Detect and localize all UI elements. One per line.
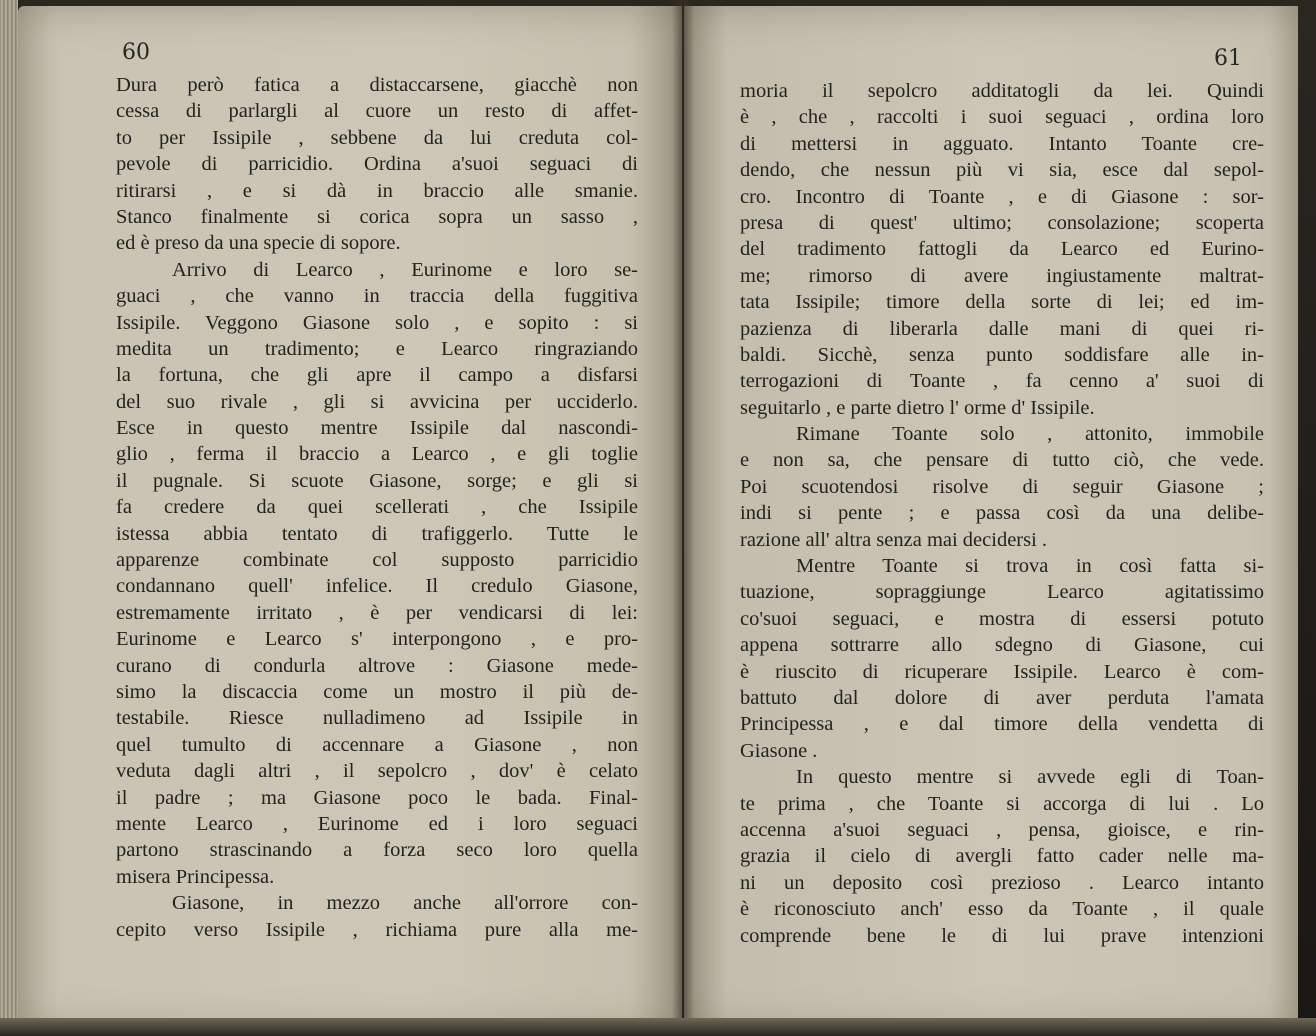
left-page-number: 60: [122, 40, 150, 65]
text-line: tata Issipile; timore della sorte di lei; ed im-: [740, 291, 1264, 314]
text-line: veduta dagli altri , il sepolcro , dov' è celato: [116, 760, 638, 783]
text-line: curano di condurla altrove : Giasone mede-: [116, 654, 638, 677]
text-line: te prima , che Toante si accorga di lui . Lo: [740, 792, 1264, 815]
page-bottom-edge: [0, 1018, 1316, 1036]
text-line: ed è preso da una specie di sopore.: [116, 232, 401, 255]
text-line: e non sa, che pensare di tutto ciò, che vede.: [740, 449, 1264, 472]
text-line: accenna a'suoi seguaci , pensa, gioisce, e rin-: [740, 818, 1264, 841]
text-line: grazia il cielo di avergli fatto cader nelle ma-: [740, 845, 1264, 868]
text-line: del tradimento fattogli da Learco ed Eurino-: [740, 238, 1264, 261]
text-line: ritirarsi , e si dà in braccio alle smanie.: [116, 179, 638, 202]
text-line: indi si pente ; e passa così da una delibe-: [740, 502, 1264, 525]
right-page-number: 61: [1214, 46, 1242, 71]
text-line: Eurinome e Learco s' interpongono , e pro-: [116, 628, 638, 651]
text-line: terrogazioni di Toante , fa cenno a' suoi di: [740, 370, 1264, 393]
text-line: In questo mentre si avvede egli di Toan-: [796, 766, 1264, 789]
text-line: misera Principessa.: [116, 865, 275, 888]
page-edges: [0, 0, 18, 1036]
text-line: tuazione, sopraggiunge Learco agitatissimo: [740, 581, 1264, 604]
text-line: è , che , raccolti i suoi seguaci , ordina loro: [740, 106, 1264, 129]
text-line: comprende bene le di lui prave intenzioni: [740, 924, 1264, 947]
right-page-text: [740, 78, 1264, 949]
text-line: Poi scuotendosi risolve di seguir Giasone ;: [740, 475, 1264, 498]
text-line: Esce in questo mentre Issipile dal nascondi-: [116, 417, 638, 440]
text-line: è riconosciuto anch' esso da Toante , il quale: [740, 898, 1264, 921]
text-line: quel tumulto di accennare a Giasone , non: [116, 733, 638, 756]
text-line: pazienza di liberarla dalle mani di quei ri-: [740, 317, 1264, 340]
left-page-text: [116, 72, 638, 943]
text-line: presa di quest' ultimo; consolazione; scoperta: [740, 211, 1264, 234]
text-line: del suo rivale , gli si avvicina per ucciderlo.: [116, 390, 638, 413]
text-line: Arrivo di Learco , Eurinome e loro se-: [172, 258, 638, 281]
text-line: di mettersi in agguato. Intanto Toante cre-: [740, 132, 1264, 155]
text-line: Mentre Toante si trova in così fatta si-: [796, 555, 1264, 578]
text-line: istessa abbia tentato di trafiggerlo. Tutte le: [116, 522, 638, 545]
text-line: il padre ; ma Giasone poco le bada. Final-: [116, 786, 638, 809]
text-line: Principessa , e dal timore della vendetta di: [740, 713, 1264, 736]
text-line: Dura però fatica a distaccarsene, giacchè non: [116, 74, 638, 96]
book-gutter: [672, 0, 694, 1036]
text-line: baldi. Sicchè, senza punto soddisfare alle in-: [740, 343, 1264, 366]
text-line: cepito verso Issipile , richiama pure alla me-: [116, 918, 638, 941]
text-line: co'suoi seguaci, e mostra di essersi potuto: [740, 607, 1264, 630]
text-line: pevole di parricidio. Ordina a'suoi seguaci di: [116, 153, 638, 176]
text-line: moria il sepolcro additatogli da lei. Quindi: [740, 80, 1264, 102]
text-line: seguitarlo , e parte dietro l' orme d' Issipile.: [740, 396, 1095, 419]
text-line: fa credere da quei scellerati , che Issipile: [116, 496, 638, 519]
text-line: estremamente irritato , è per vendicarsi di lei:: [116, 601, 638, 624]
text-line: è riuscito di ricuperare Issipile. Learco è com-: [740, 660, 1264, 683]
text-line: Issipile. Veggono Giasone solo , e sopito : si: [116, 311, 638, 334]
text-line: Rimane Toante solo , attonito, immobile: [796, 423, 1264, 446]
text-line: glio , ferma il braccio a Learco , e gli toglie: [116, 443, 638, 466]
text-line: Stanco finalmente si corica sopra un sasso ,: [116, 205, 638, 228]
text-line: dendo, che nessun più vi sia, esce dal sepol-: [740, 159, 1264, 182]
text-line: me; rimorso di avere ingiustamente maltrat-: [740, 264, 1264, 287]
text-line: guaci , che vanno in traccia della fuggitiva: [116, 285, 638, 308]
text-line: cessa di parlargli al cuore un resto di affet-: [116, 100, 638, 123]
text-line: mente Learco , Eurinome ed i loro seguaci: [116, 812, 638, 835]
text-line: il pugnale. Si scuote Giasone, sorge; e gli si: [116, 469, 638, 492]
text-line: battuto dal dolore di aver perduta l'amata: [740, 686, 1264, 709]
text-line: apparenze combinate col supposto parricidio: [116, 549, 638, 572]
text-line: to per Issipile , sebbene da lui creduta col-: [116, 126, 638, 149]
text-line: partono strascinando a forza seco loro quella: [116, 839, 638, 862]
text-line: testabile. Riesce nulladimeno ad Issipile in: [116, 707, 638, 730]
text-line: condannano quell' infelice. Il credulo Giasone,: [116, 575, 638, 598]
text-line: Giasone .: [740, 739, 818, 762]
text-line: medita un tradimento; e Learco ringraziando: [116, 337, 638, 360]
text-line: razione all' altra senza mai decidersi .: [740, 528, 1048, 551]
text-line: Giasone, in mezzo anche all'orrore con-: [172, 892, 638, 915]
text-line: la fortuna, che gli apre il campo a disfarsi: [116, 364, 638, 387]
text-line: ni un deposito così prezioso . Learco intanto: [740, 871, 1264, 894]
text-line: cro. Incontro di Toante , e di Giasone : sor-: [740, 185, 1264, 208]
text-line: appena sottrarre allo sdegno di Giasone, cui: [740, 634, 1264, 657]
text-line: simo la discaccia come un mostro il più de-: [116, 680, 638, 703]
